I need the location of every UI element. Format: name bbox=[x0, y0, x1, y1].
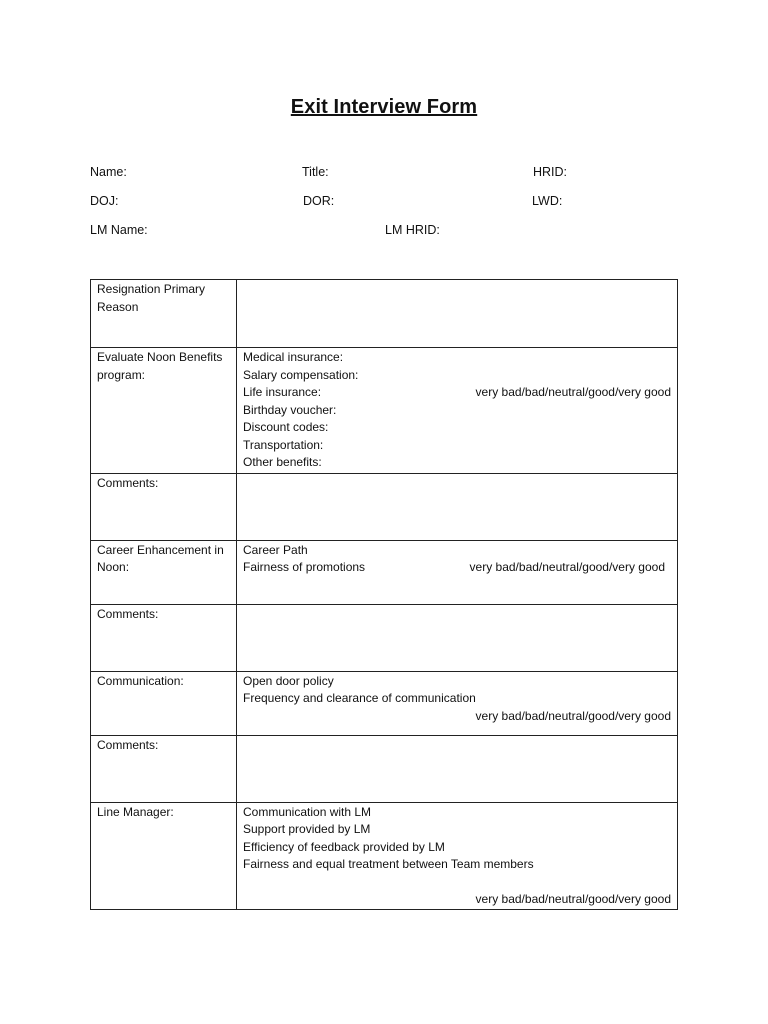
career-cell[interactable] bbox=[237, 540, 678, 604]
doj-field-label: DOJ: bbox=[90, 194, 119, 208]
rating-scale: very bad/bad/neutral/good/very good bbox=[475, 385, 671, 399]
line-manager-item: Support provided by LM bbox=[243, 822, 371, 836]
comments-answer-cell[interactable] bbox=[237, 604, 678, 671]
form-title: Exit Interview Form bbox=[290, 96, 478, 118]
comments-label: Comments: bbox=[91, 604, 237, 671]
communication-item: Frequency and clearance of communication bbox=[243, 691, 476, 705]
line-manager-cell[interactable] bbox=[237, 802, 678, 910]
lwd-field-label: LWD: bbox=[532, 194, 563, 208]
comments-label: Comments: bbox=[91, 735, 237, 802]
benefit-item-with-rating bbox=[243, 384, 671, 402]
line-manager-label: Line Manager: bbox=[91, 802, 237, 910]
benefit-item: Discount codes: bbox=[243, 420, 329, 434]
benefits-row bbox=[91, 348, 678, 474]
benefits-label: Evaluate Noon Benefits program: bbox=[91, 348, 237, 474]
comments-row bbox=[91, 604, 678, 671]
benefit-item: Transportation: bbox=[243, 437, 324, 452]
benefits-cell[interactable] bbox=[237, 348, 678, 474]
lm-name-field-label: LM Name: bbox=[90, 223, 148, 237]
communication-item: Open door policy bbox=[243, 673, 334, 688]
line-manager-row bbox=[91, 802, 678, 910]
benefit-item: Life insurance: bbox=[243, 385, 322, 399]
hrid-field-label: HRID: bbox=[533, 165, 568, 179]
benefit-item: Medical insurance: bbox=[243, 350, 344, 364]
line-manager-item: Communication with LM bbox=[243, 804, 372, 819]
resignation-row bbox=[91, 280, 678, 348]
title-field-label: Title: bbox=[302, 165, 329, 179]
career-item-with-rating bbox=[243, 559, 671, 577]
communication-cell[interactable] bbox=[237, 671, 678, 735]
rating-scale: very bad/bad/neutral/good/very good bbox=[469, 560, 665, 574]
benefit-item: Birthday voucher: bbox=[243, 402, 337, 417]
resignation-label: Resignation Primary Reason bbox=[91, 280, 237, 348]
resignation-answer-cell[interactable] bbox=[237, 280, 678, 348]
line-manager-item: Efficiency of feedback provided by LM bbox=[243, 839, 445, 854]
exit-interview-table bbox=[90, 279, 678, 910]
communication-row bbox=[91, 671, 678, 735]
benefit-item: Salary compensation: bbox=[243, 367, 359, 382]
comments-row bbox=[91, 473, 678, 540]
comments-label: Comments: bbox=[91, 473, 237, 540]
career-item: Career Path bbox=[243, 542, 308, 557]
name-field-label: Name: bbox=[90, 165, 127, 179]
comments-answer-cell[interactable] bbox=[237, 735, 678, 802]
career-item: Fairness of promotions bbox=[243, 560, 366, 574]
comments-answer-cell[interactable] bbox=[237, 473, 678, 540]
career-label: Career Enhancement in Noon: bbox=[91, 540, 237, 604]
comments-row bbox=[91, 735, 678, 802]
rating-scale: very bad/bad/neutral/good/very good bbox=[475, 891, 671, 906]
dor-field-label: DOR: bbox=[303, 194, 335, 208]
lm-hrid-field-label: LM HRID: bbox=[385, 223, 440, 237]
rating-scale: very bad/bad/neutral/good/very good bbox=[475, 708, 671, 723]
line-manager-item: Fairness and equal treatment between Team members bbox=[243, 857, 534, 871]
benefit-item: Other benefits: bbox=[243, 455, 322, 469]
career-row bbox=[91, 540, 678, 604]
communication-label: Communication: bbox=[91, 671, 237, 735]
